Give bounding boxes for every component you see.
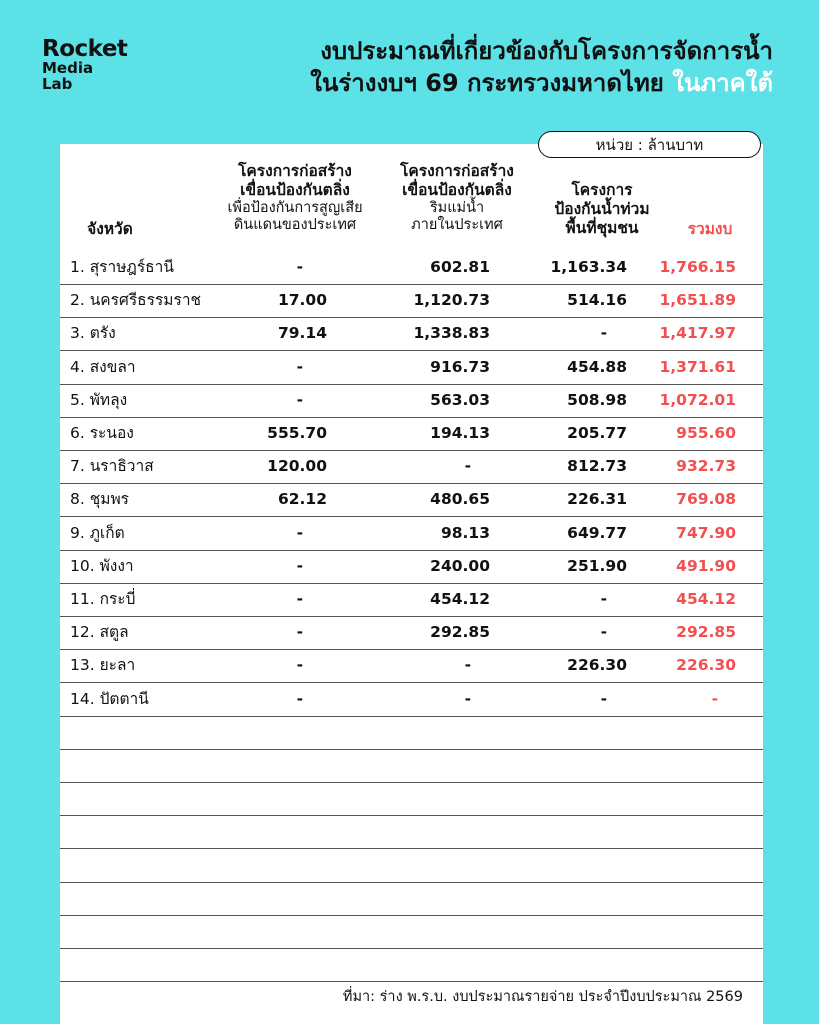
header-col3-bold2: ป้องกันน้ำท่วม	[554, 200, 650, 219]
budget-value-col2: 454.12	[430, 590, 490, 608]
budget-value-col2: 1,338.83	[413, 324, 490, 343]
budget-value-col1: -	[296, 258, 303, 276]
header-province: จังหวัด	[87, 220, 133, 238]
table-row	[60, 517, 763, 551]
budget-value-col2: 194.13	[430, 424, 490, 442]
province-name: 12. สตูล	[70, 623, 129, 642]
budget-value-col3: 251.90	[567, 556, 627, 575]
table-row	[60, 417, 763, 451]
budget-value-col2: 292.85	[430, 623, 490, 642]
budget-value-col3: 508.98	[567, 390, 627, 409]
header-col3-bold1: โครงการ	[571, 181, 633, 199]
header-col3-bold3: พื้นที่ชุมชน	[565, 219, 639, 238]
total-value: 1,651.89	[659, 291, 736, 310]
budget-value-col1: -	[296, 656, 303, 675]
table-row	[60, 683, 763, 717]
budget-value-col3: 205.77	[567, 424, 627, 442]
budget-value-col2: 602.81	[430, 258, 490, 276]
total-value: 491.90	[676, 556, 736, 575]
total-value: 226.30	[676, 656, 736, 675]
budget-value-col3: -	[600, 324, 607, 343]
budget-value-col2: -	[464, 457, 471, 476]
table-row	[60, 616, 763, 650]
header-col2	[382, 162, 532, 234]
title-line-2-accent: ในภาคใต้	[672, 68, 773, 97]
budget-value-col3: 1,163.34	[550, 258, 627, 276]
unit-badge: หน่วย : ล้านบาท	[538, 131, 761, 158]
empty-row	[60, 882, 763, 916]
header-col1-sub2: ดินแดนของประเทศ	[233, 217, 357, 234]
total-value: 932.73	[676, 457, 736, 476]
budget-value-col3: 514.16	[567, 291, 627, 310]
budget-value-col1: 555.70	[267, 424, 327, 442]
title-line-1: งบประมาณที่เกี่ยวข้องกับโครงการจัดการน้ำ	[320, 37, 773, 65]
total-value: 955.60	[676, 424, 736, 442]
total-value: 769.08	[676, 490, 736, 509]
budget-value-col3: 454.88	[567, 357, 627, 376]
province-name: 1. สุราษฎร์ธานี	[70, 258, 174, 276]
budget-value-col1: -	[296, 590, 303, 608]
budget-value-col1: -	[296, 556, 303, 575]
logo-line-3: Lab	[42, 74, 73, 93]
province-name: 2. นครศรีธรรมราช	[70, 291, 202, 310]
budget-value-col1: -	[296, 357, 303, 376]
table-row	[60, 317, 763, 351]
budget-value-col3: 649.77	[567, 523, 627, 542]
header-col1-bold1: โครงการก่อสร้าง	[238, 162, 352, 180]
logo-line-1: Rocket	[42, 36, 128, 62]
table-row	[60, 583, 763, 617]
budget-value-col2: 563.03	[430, 390, 490, 409]
header-col1	[210, 162, 380, 234]
budget-value-col3: -	[600, 689, 607, 708]
header-col2-bold2: เขื่อนป้องกันตลิ่ง	[402, 181, 512, 200]
rocket-media-lab-logo	[42, 38, 127, 92]
table-row	[60, 649, 763, 683]
budget-value-col1: -	[296, 390, 303, 409]
empty-row	[60, 915, 763, 949]
table-row	[60, 384, 763, 418]
empty-row	[60, 815, 763, 849]
total-value: 292.85	[676, 623, 736, 642]
header-col2-sub2: ภายในประเทศ	[411, 217, 503, 234]
budget-value-col3: -	[600, 623, 607, 642]
budget-value-col2: -	[464, 689, 471, 708]
total-value: 454.12	[676, 590, 736, 608]
budget-value-col2: 240.00	[430, 556, 490, 575]
header-col2-sub1: ริมแม่น้ำ	[429, 200, 485, 217]
total-value: 1,766.15	[659, 258, 736, 276]
budget-value-col2: 916.73	[430, 357, 490, 376]
total-value: 1,417.97	[659, 324, 736, 343]
budget-value-col3: 226.30	[567, 656, 627, 675]
province-name: 9. ภูเก็ต	[70, 523, 125, 542]
logo-line-2: Media	[42, 59, 94, 78]
title-line-2	[213, 68, 773, 100]
province-name: 14. ปัตตานี	[70, 689, 149, 708]
empty-row	[60, 716, 763, 750]
table-row	[60, 351, 763, 385]
province-name: 6. ระนอง	[70, 424, 134, 442]
budget-value-col2: -	[464, 656, 471, 675]
total-value: 1,072.01	[659, 390, 736, 409]
table-row	[60, 284, 763, 318]
header-col2-bold1: โครงการก่อสร้าง	[400, 162, 514, 180]
budget-value-col1: 62.12	[277, 490, 327, 509]
empty-row	[60, 782, 763, 816]
total-value: 1,371.61	[659, 357, 736, 376]
header-col3	[537, 181, 667, 238]
empty-row	[60, 749, 763, 783]
province-name: 8. ชุมพร	[70, 490, 129, 509]
province-name: 13. ยะลา	[70, 656, 136, 675]
title-line-2-main: ในร่างงบฯ 69 กระทรวงมหาดไทย	[310, 68, 664, 97]
budget-value-col3: -	[600, 590, 607, 608]
table-row	[60, 251, 763, 285]
empty-row	[60, 948, 763, 982]
budget-value-col1: -	[296, 689, 303, 708]
total-value: -	[711, 689, 718, 708]
budget-value-col2: 1,120.73	[413, 291, 490, 310]
budget-value-col1: -	[296, 623, 303, 642]
budget-value-col3: 226.31	[567, 490, 627, 509]
table-row	[60, 550, 763, 584]
province-name: 4. สงขลา	[70, 357, 136, 376]
empty-row	[60, 849, 763, 883]
header-col4: รวมงบ	[687, 220, 733, 238]
source-note: ที่มา: ร่าง พ.ร.บ. งบประมาณรายจ่าย ประจำปีงบประมาณ 2569	[342, 989, 743, 1005]
budget-value-col1: 17.00	[277, 291, 327, 310]
header-col1-bold2: เขื่อนป้องกันตลิ่ง	[240, 181, 350, 200]
table-row	[60, 483, 763, 517]
province-name: 5. พัทลุง	[70, 390, 128, 409]
table-row	[60, 450, 763, 484]
budget-value-col2: 98.13	[440, 523, 490, 542]
budget-value-col1: -	[296, 523, 303, 542]
total-value: 747.90	[676, 523, 736, 542]
budget-value-col3: 812.73	[567, 457, 627, 476]
province-name: 10. พังงา	[70, 556, 134, 575]
province-name: 3. ตรัง	[70, 324, 116, 343]
budget-value-col2: 480.65	[430, 490, 490, 509]
page-title	[213, 36, 773, 99]
header-col1-sub1: เพื่อป้องกันการสูญเสีย	[227, 200, 363, 217]
province-name: 11. กระบี่	[70, 590, 136, 608]
budget-value-col1: 120.00	[267, 457, 327, 476]
province-name: 7. นราธิวาส	[70, 457, 154, 476]
budget-value-col1: 79.14	[277, 324, 327, 343]
